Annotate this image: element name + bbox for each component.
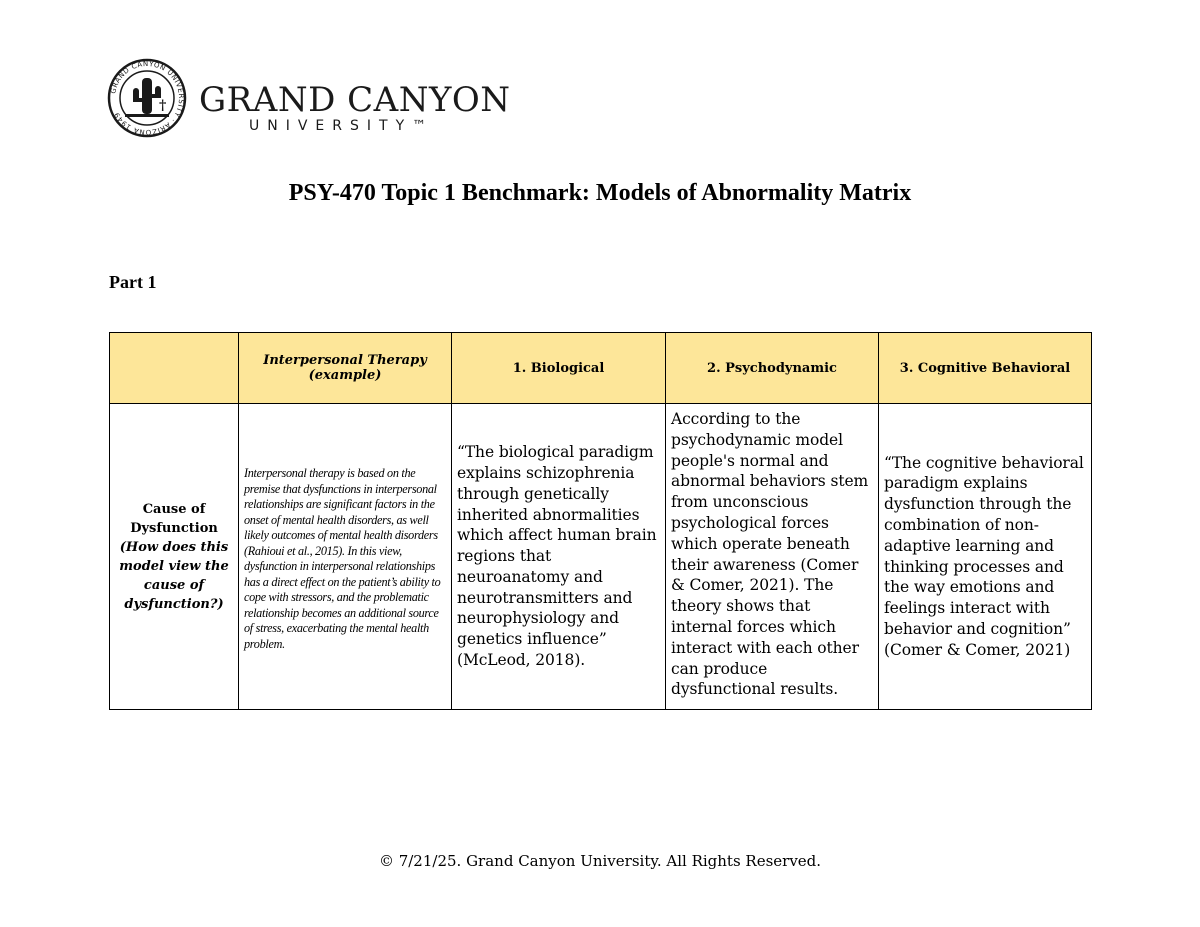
logo-wordmark: GRAND CANYON <box>199 80 511 120</box>
university-seal-icon <box>107 58 191 142</box>
part-label: Part 1 <box>109 272 157 292</box>
table-row <box>110 404 1092 710</box>
page-title: PSY-470 Topic 1 Benchmark: Models of Abnormality Matrix <box>288 180 912 206</box>
university-logo <box>107 58 511 140</box>
row-header-cause-of-dysfunction <box>110 404 239 710</box>
header-cognitive-behavioral: 3. Cognitive Behavioral <box>879 333 1092 404</box>
logo-subtitle: UNIVERSITY™ <box>249 118 435 134</box>
cell-biological[interactable]: “The biological paradigm explains schizophrenia through genetically inherited abnormalities which affect human brain regions that neuroanatomy and neurotransmitters and neurophysiology and genetics influence” (McLeod, 2018). <box>452 404 666 710</box>
abnormality-matrix-table <box>109 332 1092 710</box>
svg-text:GRAND CANYON UNIVERSITY · ARIZ: GRAND CANYON UNIVERSITY · ARIZONA 1949 <box>109 59 186 137</box>
row-label: Cause of Dysfunction <box>130 501 218 536</box>
cell-interpersonal-example[interactable]: Interpersonal therapy is based on the premise that dysfunctions in interpersonal relationships are significant factors in the onset of mental health disorders, as well likely outcomes of mental health disorders (Rahioui et al., 2015). In this view, dysfunction in interpersonal relationships has a direct effect on the patient’s ability to cope with stressors, and the problematic relationship becomes an additional source of stress, exacerbating the mental health problem. <box>239 404 452 710</box>
header-psychodynamic: 2. Psychodynamic <box>666 333 879 404</box>
cell-cognitive-behavioral[interactable]: “The cognitive behavioral paradigm explains dysfunction through the combination of non-adaptive learning and thinking processes and the way emotions and feelings interact with behavior and cognition” (Comer & Comer, 2021) <box>879 404 1092 710</box>
header-biological: 1. Biological <box>452 333 666 404</box>
header-corner-cell <box>110 333 239 404</box>
svg-text:†: † <box>159 98 167 114</box>
table-header-row <box>110 333 1092 404</box>
row-question: (How does this model view the cause of dysfunction?) <box>119 539 229 612</box>
header-interpersonal-therapy: Interpersonal Therapy (example) <box>239 333 452 404</box>
copyright-footer: © 7/21/25. Grand Canyon University. All Rights Reserved. <box>378 852 822 870</box>
cell-psychodynamic[interactable]: According to the psychodynamic model people's normal and abnormal behaviors stem from unconscious psychological forces which operate beneath their awareness (Comer & Comer, 2021). The theory shows that internal forces which interact with each other can produce dysfunctional results. <box>666 404 879 710</box>
